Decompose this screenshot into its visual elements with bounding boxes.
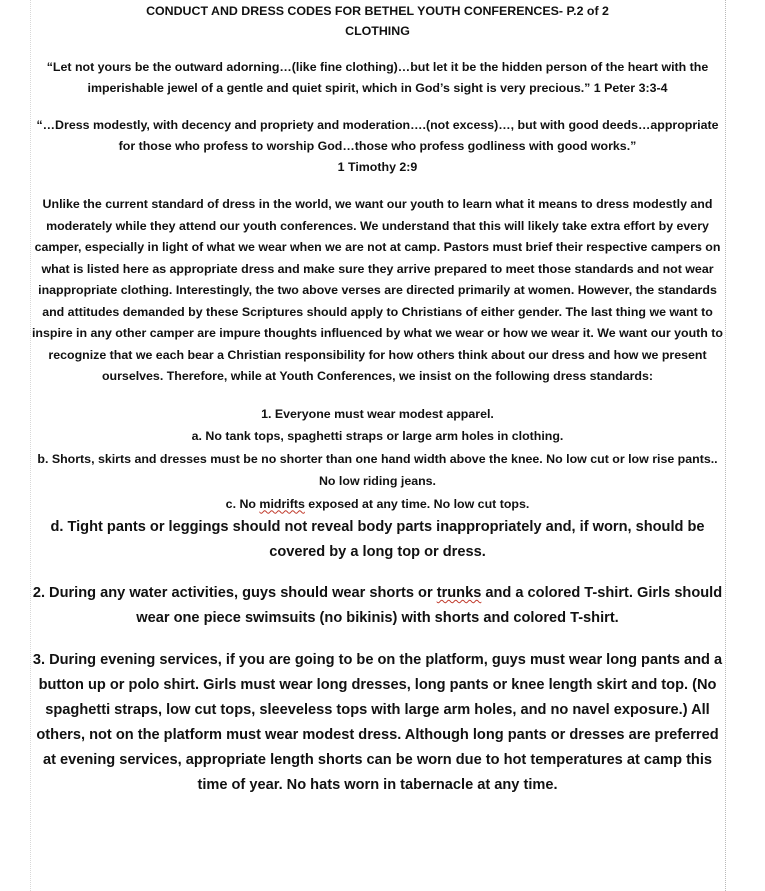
rule-2-start: 2. During any water activities, guys should wear shorts or: [32, 585, 437, 601]
rule-1a: a. No tank tops, spaghetti straps or large arm holes in clothing.: [191, 429, 564, 443]
rule-1b: b. Shorts, skirts and dresses must be no shorter than one hand width above the knee. No low cut or low rise pants.. No low riding jeans.: [37, 451, 718, 488]
rule-1: 1. Everyone must wear modest apparel.: [261, 406, 494, 421]
spellcheck-word-midrifts: midrifts: [259, 496, 305, 511]
rule-1d: d. Tight pants or leggings should not reveal body parts inappropriately and, if worn, should be covered by a long top or dress.: [50, 519, 705, 560]
document-body: [30, 0, 725, 798]
intro-paragraph: Unlike the current standard of dress in the world, we want our youth to learn what it means to dress modestly and moderately while they attend our youth conferences. We understand that this will likely take extra effort by every camper, especially in light of what we wear when we are not at camp. Pastors must brief their respective campers on what is listed here as appropriate dress and make sure they arrive prepared to meet those standards and not wear inappropriate clothing. Interestingly, the two above verses are directed primarily at women. However, the standards and attitudes demanded by these Scriptures should apply to Christians of either gender. The last thing we want to inspire in any other camper are impure thoughts influenced by what we wear or how we wear it. We want our youth to recognize that we each bear a Christian responsibility for how others think about our dress and how we present ourselves. Therefore, while at Youth Conferences, we insist on the following dress standards:: [31, 197, 723, 383]
scripture-quote-1: “Let not yours be the outward adorning…(like fine clothing)…but let it be the hidden person of the heart with the imperishable jewel of a gentle and quiet spirit, which in God’s sight is very precious.” 1 Peter 3:3-4: [46, 60, 709, 95]
rule-1c: [30, 493, 725, 516]
scripture-quote-2-text: “…Dress modestly, with decency and propriety and moderation….(not excess)…, but with good deeds…appropriate for those who profess to worship God…those who profess godliness with good works.”: [36, 118, 719, 153]
rule-3: 3. During evening services, if you are going to be on the platform, guys must wear long pants and a button up or polo shirt. Girls must wear long dresses, long pants or knee length skirt and top. (No spaghetti straps, low cut tops, sleeveless tops with large arm holes, and no navel exposure.) All others, not on the platform must wear modest dress. Although long pants or dresses are preferred at evening services, appropriate length shorts can be worn due to hot temperatures at camp this time of year. No hats worn in tabernacle at any time.: [32, 652, 723, 793]
scripture-quote-2: [30, 115, 725, 178]
scripture-quote-2-reference: 1 Timothy 2:9: [337, 160, 418, 174]
rule-1c-end: exposed at any time. No low cut tops.: [304, 496, 530, 511]
dress-rules-list-1: [30, 403, 725, 516]
rule-2-end: and a colored T-shirt. Girls should wear one piece swimsuits (no bikinis) with shorts and colored T-shirt.: [136, 585, 723, 626]
rule-1c-start: c. No: [225, 496, 260, 511]
rule-2: [30, 581, 725, 631]
document-title: CONDUCT AND DRESS CODES FOR BETHEL YOUTH CONFERENCES- P.2 of 2: [146, 4, 609, 18]
section-heading: CLOTHING: [345, 24, 410, 38]
spellcheck-word-trunks: trunks: [436, 585, 482, 601]
right-margin-guide: [725, 0, 726, 891]
